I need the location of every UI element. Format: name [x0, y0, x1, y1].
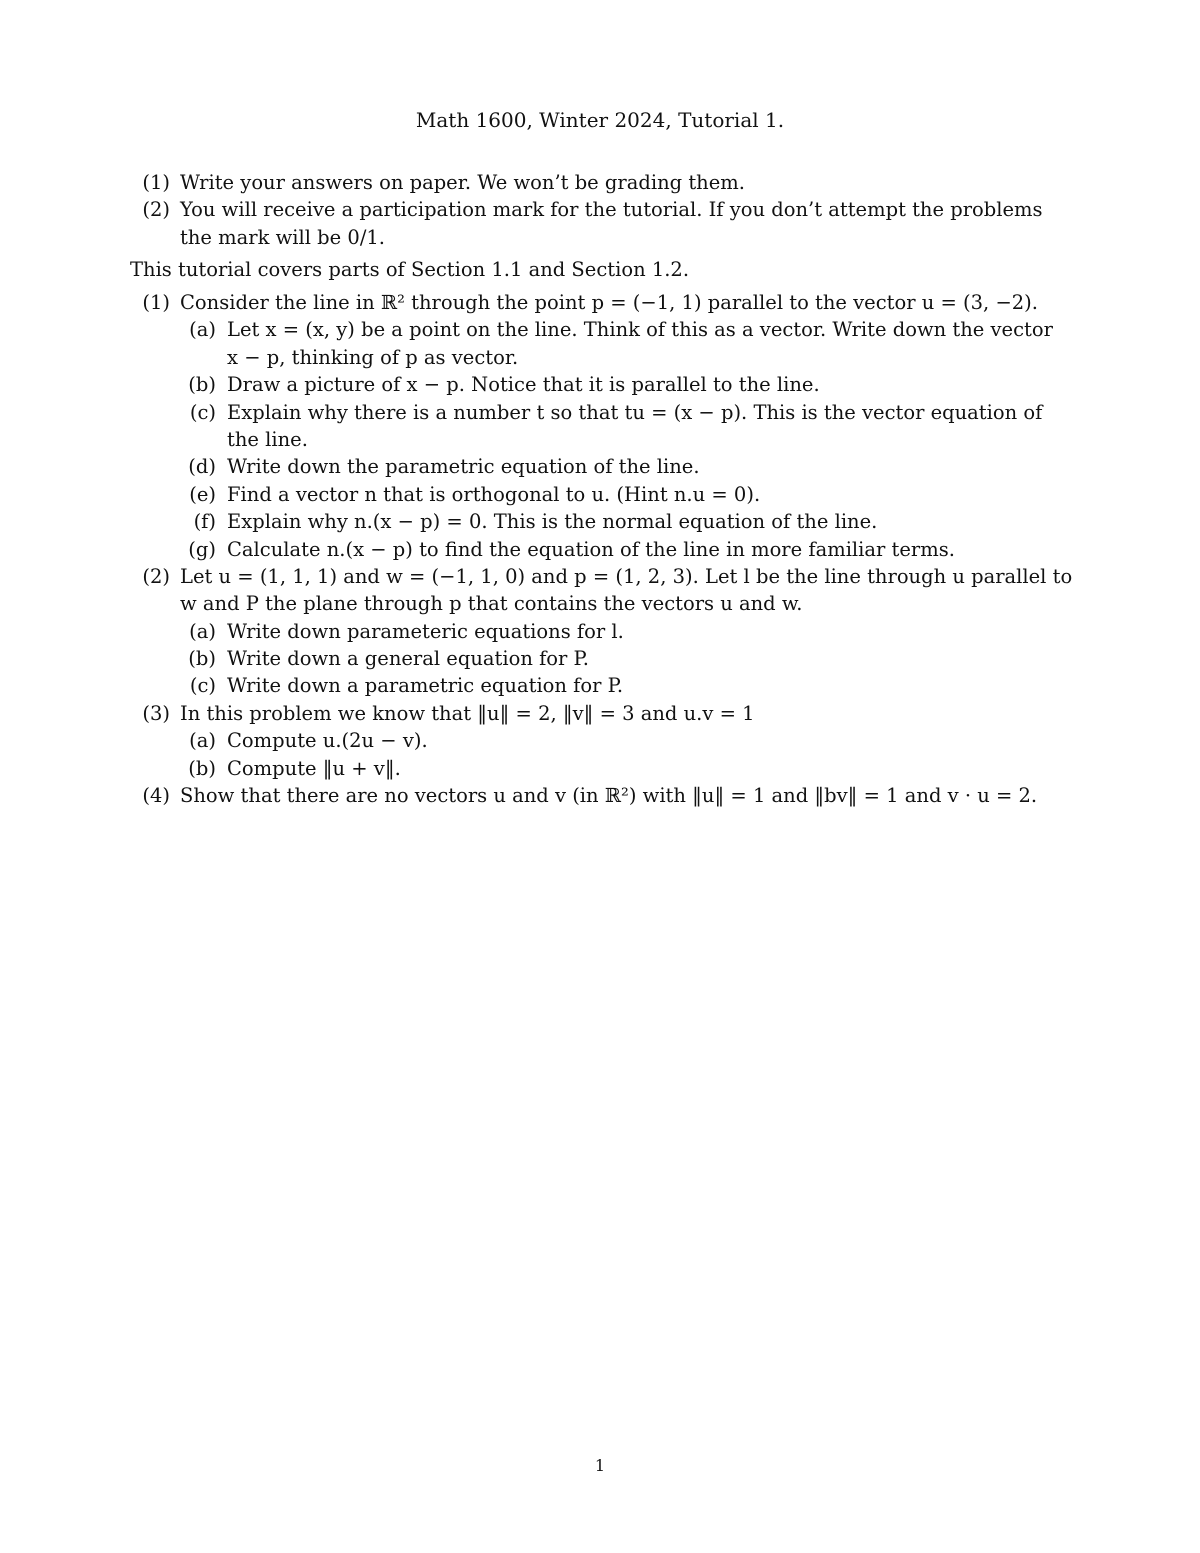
part-text: Compute u.(2u − v).: [227, 729, 428, 753]
part-label: (d): [188, 455, 216, 479]
part-text: Find a vector n that is orthogonal to u. (Hint n.u = 0).: [227, 482, 761, 506]
part-text: Write down parameteric equations for l.: [227, 619, 624, 643]
problem-text: w and P the plane through p that contains the vectors u and w.: [180, 592, 803, 616]
instruction-text: Write your answers on paper. We won’t be grading them.: [180, 171, 745, 194]
problem-item: [0, 782, 1200, 809]
problem-part: [0, 727, 1200, 754]
problem-part: [0, 672, 1200, 699]
part-label: (e): [189, 482, 216, 506]
problem-label: (1): [142, 291, 170, 314]
problem-part: [0, 371, 1200, 398]
problem-part: [0, 316, 1200, 343]
part-text: Let x = (x, y) be a point on the line. Think of this as a vector. Write down the vector: [227, 318, 1053, 342]
intro-block: [0, 256, 1200, 283]
problem-part: [0, 645, 1200, 672]
problem-label: (2): [142, 564, 170, 588]
problem-part: [0, 399, 1200, 426]
instruction-continuation: [0, 224, 1200, 251]
problem-part-continuation: [0, 344, 1200, 371]
part-text: Explain why n.(x − p) = 0. This is the normal equation of the line.: [227, 510, 878, 534]
instruction-label: (2): [142, 198, 170, 222]
part-label: (f): [193, 510, 216, 534]
part-label: (g): [188, 537, 216, 561]
problem-text: Let u = (1, 1, 1) and w = (−1, 1, 0) and p = (1, 2, 3). Let l be the line through u parallel to: [180, 564, 1073, 588]
part-text: Compute ‖u + v‖.: [227, 756, 401, 780]
instruction-item: [0, 169, 1200, 196]
instruction-text: You will receive a participation mark for the tutorial. If you don’t attempt the problems: [180, 198, 1043, 222]
part-label: (b): [188, 373, 216, 397]
part-label: (c): [189, 674, 216, 698]
instructions-list: [0, 169, 1200, 251]
page-number: 1: [594, 1456, 606, 1475]
problem-text: Show that there are no vectors u and v (in ℝ²) with ‖u‖ = 1 and ‖bv‖ = 1 and v · u = 2.: [180, 784, 1038, 808]
part-text: Write down the parametric equation of the line.: [227, 455, 700, 479]
part-label: (a): [189, 619, 216, 643]
problem-part: [0, 481, 1200, 508]
part-label: (b): [188, 647, 216, 671]
part-text: Calculate n.(x − p) to find the equation of the line in more familiar terms.: [227, 537, 955, 561]
part-label: (c): [189, 400, 216, 424]
problem-part: [0, 508, 1200, 535]
problem-label: (4): [142, 784, 170, 808]
instruction-item: [0, 196, 1200, 223]
problem-item: [0, 700, 1200, 727]
page-title: Math 1600, Winter 2024, Tutorial 1.: [415, 108, 785, 132]
problem-label: (3): [142, 701, 170, 725]
part-text: Write down a parametric equation for P.: [227, 674, 624, 698]
part-text: the line.: [227, 427, 308, 451]
problem-part: [0, 755, 1200, 782]
part-text: Explain why there is a number t so that tu = (x − p). This is the vector equation of: [227, 400, 1043, 424]
problem-text: Consider the line in ℝ² through the point p = (−1, 1) parallel to the vector u = (3, −2).: [180, 291, 1038, 314]
problem-item: [0, 563, 1200, 590]
problems-list: [0, 289, 1200, 809]
part-text: Draw a picture of x − p. Notice that it is parallel to the line.: [227, 373, 820, 397]
problem-part-continuation: [0, 426, 1200, 453]
part-label: (a): [189, 729, 216, 753]
part-label: (b): [188, 756, 216, 780]
problem-text: In this problem we know that ‖u‖ = 2, ‖v‖ = 3 and u.v = 1: [180, 701, 755, 725]
problem-item: [0, 289, 1200, 316]
instruction-label: (1): [142, 171, 170, 194]
problem-part: [0, 536, 1200, 563]
part-label: (a): [189, 318, 216, 342]
intro-text: This tutorial covers parts of Section 1.1 and Section 1.2.: [130, 258, 690, 281]
problem-part: [0, 618, 1200, 645]
problem-part: [0, 453, 1200, 480]
problem-continuation: [0, 590, 1200, 617]
part-text: x − p, thinking of p as vector.: [227, 345, 519, 369]
part-text: Write down a general equation for P.: [227, 647, 589, 671]
instruction-text: the mark will be 0/1.: [180, 225, 385, 249]
